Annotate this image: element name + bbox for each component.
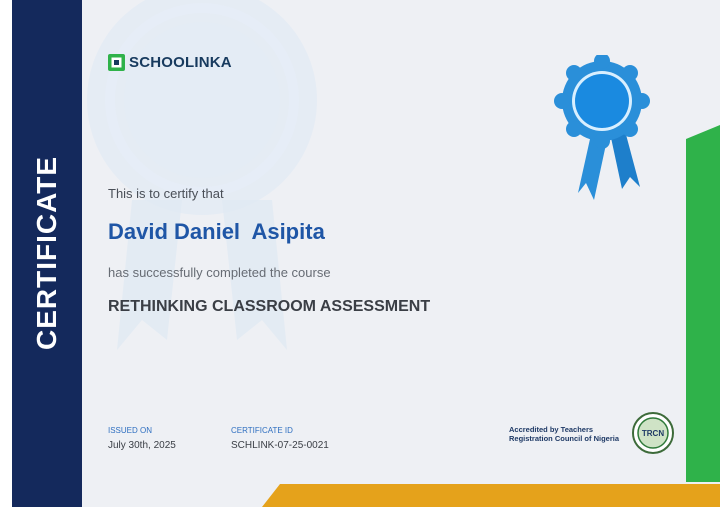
certificate-id-value: SCHLINK-07-25-0021 bbox=[231, 440, 329, 451]
issued-on-value: July 30th, 2025 bbox=[108, 440, 176, 451]
side-band bbox=[12, 0, 82, 507]
brand-name: SCHOOLINKA bbox=[129, 54, 232, 71]
gold-accent-bar bbox=[262, 484, 720, 507]
trcn-seal-icon bbox=[632, 412, 674, 454]
issued-on-label: ISSUED ON bbox=[108, 426, 153, 435]
green-accent-bar bbox=[686, 125, 720, 482]
award-ribbon-icon bbox=[552, 55, 652, 205]
accreditation-text bbox=[509, 425, 619, 444]
accreditation-line-2: Registration Council of Nigeria bbox=[509, 434, 620, 444]
certificate-id-label: CERTIFICATE ID bbox=[231, 426, 293, 435]
seal-text: TRCN bbox=[641, 429, 665, 438]
certificate-side-label: CERTIFICATE bbox=[31, 155, 62, 351]
schoolinka-logo-icon bbox=[108, 54, 125, 71]
certificate-card bbox=[12, 0, 720, 507]
course-title: RETHINKING CLASSROOM ASSESSMENT bbox=[108, 298, 431, 315]
schoolinka-logo bbox=[108, 54, 232, 71]
completion-text: has successfully completed the course bbox=[108, 265, 331, 280]
recipient-name: David Daniel Asipita bbox=[108, 219, 325, 244]
intro-text: This is to certify that bbox=[108, 186, 224, 201]
accreditation-line-1: Accredited by Teachers bbox=[509, 425, 594, 434]
